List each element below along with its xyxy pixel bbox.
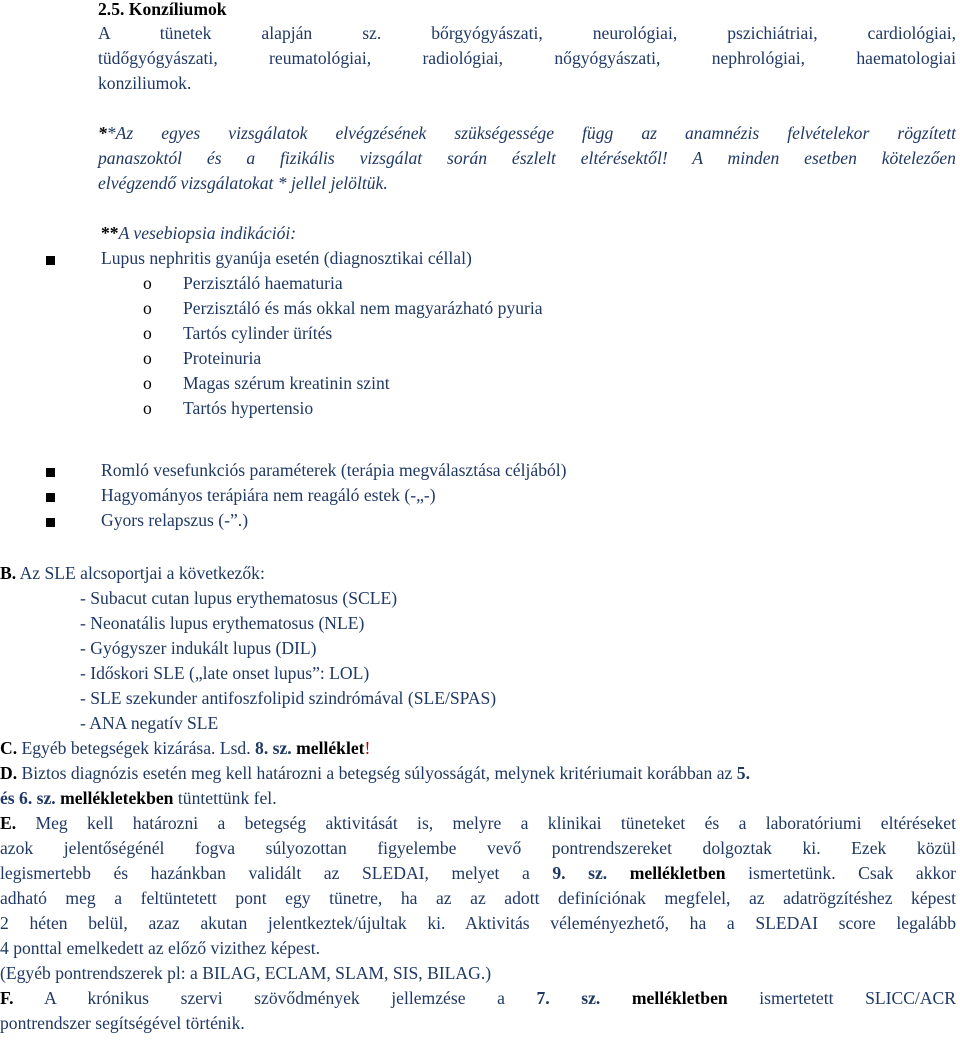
subtype-item: - Gyógyszer indukált lupus (DIL) [80, 638, 317, 658]
circle-bullet-icon: o [143, 298, 152, 318]
section-c-end: ! [364, 738, 371, 758]
biopsy-bullet-1: Lupus nephritis gyanúja esetén (diagnosztikai céllal) [101, 248, 472, 268]
section-c-text: Egyéb betegségek kizárása. Lsd. [21, 738, 251, 758]
section-heading: 2.5. Konzíliumok [98, 0, 227, 19]
section-c-num: 8. sz. [255, 738, 292, 758]
section-e-line-1-text: Meg kell határozni a betegség aktivitását is, melyre a klinikai tüneteket és a laboratóriumi eltéréseket [35, 813, 956, 833]
biopsy-bullet: Romló vesefunkciós paraméterek (terápia megválasztása céljából) [101, 460, 567, 480]
biopsy-bullet: Gyors relapszus (-”.) [101, 510, 249, 530]
section-f-line-1-num: 7. sz. [536, 988, 601, 1008]
section-d-line-2-num: és 6. sz. [0, 788, 56, 808]
section-e-line-3-num: 9. sz. [552, 863, 608, 883]
section-d-line-1-num: 5. [736, 763, 750, 783]
section-f-letter: F. [0, 988, 14, 1008]
subtype-item: - Időskori SLE („late onset lupus”: LOL) [80, 663, 370, 683]
circle-bullet-icon: o [143, 348, 152, 368]
section-f-line-2: pontrendszer segítségével történik. [0, 1013, 245, 1033]
section-b-title-text: Az SLE alcsoportjai a következők: [19, 563, 265, 583]
section-f-line-1-ref: mellékletben [631, 988, 728, 1008]
section-e-letter: E. [0, 813, 17, 833]
subtype-item: - ANA negatív SLE [80, 713, 219, 733]
section-e-line-1 [0, 811, 956, 836]
section-d-line-2-ref: mellékletekben [60, 788, 174, 808]
section-c-ref: melléklet [296, 738, 365, 758]
section-f-line-1-a: A krónikus szervi szövődmények jellemzése a [44, 988, 505, 1008]
square-bullet-icon [46, 256, 55, 265]
section-d-line-2-rest: tüntettünk fel. [177, 788, 277, 808]
section-d-letter: D. [0, 763, 18, 783]
section-e-line-3 [0, 861, 956, 886]
circle-bullet-icon: o [143, 273, 152, 293]
section-e-line-3-ref: mellékletben [629, 863, 726, 883]
sub-item: Magas szérum kreatinin szint [183, 373, 390, 393]
section-d-line-2 [0, 786, 277, 811]
biopsy-heading-text: A vesebiopsia indikációi: [118, 223, 297, 243]
note-line-1-text: *Az egyes vizsgálatok elvégzésének szükségessége függ az anamnézis felvételekor rögzített [106, 123, 956, 143]
intro-line-1-prefix: A tünetek alapján sz. [98, 23, 382, 43]
section-e-line-6: 4 ponttal emelkedett az előző vizithez képest. [0, 938, 320, 958]
note-line-2-rest: A minden esetben kötelezően [692, 148, 956, 168]
intro-line-2: tüdőgyógyászati, reumatológiai, radiológiai, nőgyógyászati, nephrológiai, haematologiai [98, 48, 956, 68]
note-line-2 [98, 146, 956, 171]
section-e-line-5: 2 héten belül, azaz akutan jelentkeztek/újultak ki. Aktivitás véleményezhető, ha a SLEDAI score legalább [0, 913, 956, 933]
section-f-line-1-b: ismertetett SLICC/ACR [759, 988, 957, 1008]
square-bullet-icon [46, 518, 55, 527]
section-c [0, 736, 370, 761]
circle-bullet-icon: o [143, 398, 152, 418]
note-line-2-text: panaszoktól és a fizikális vizsgálat során észlelt eltérésektől! [98, 148, 668, 168]
note-line-1: **Az egyes vizsgálatok elvégzésének szükségessége függ az anamnézis felvételekor rögzített [98, 123, 956, 143]
sub-item: Perzisztáló haematuria [183, 273, 343, 293]
section-b-title [0, 561, 265, 586]
subtype-item: - SLE szekunder antifoszfolipid szindrómával (SLE/SPAS) [80, 688, 497, 708]
section-d-line-1-text: Biztos diagnózis esetén meg kell határozni a betegség súlyosságát, melynek kritériumait korábban az [21, 763, 733, 783]
square-bullet-icon [46, 493, 55, 502]
circle-bullet-icon: o [143, 323, 152, 343]
section-d-line-1 [0, 761, 750, 786]
note-line-3: elvégzendő vizsgálatokat * jellel jelöltük. [98, 173, 388, 193]
sub-item: Proteinuria [183, 348, 262, 368]
section-e-line-3-b: ismertetünk. Csak akkor [748, 863, 956, 883]
sub-item: Tartós cylinder ürítés [183, 323, 333, 343]
square-bullet-icon [46, 468, 55, 477]
section-e-line-3-a: legismertebb és hazánkban validált az SLEDAI, melyet a [0, 863, 530, 883]
section-b-letter: B. [0, 563, 17, 583]
section-f-line-1 [0, 986, 956, 1011]
biopsy-bullet: Hagyományos terápiára nem reagáló estek (-„-) [101, 485, 436, 505]
section-e-line-7: (Egyéb pontrendszerek pl: a BILAG, ECLAM, SLAM, SIS, BILAG.) [0, 963, 492, 983]
biopsy-heading [101, 221, 296, 246]
section-e-line-2: azok jelentőségénél fogva súlyozottan figyelembe vevő pontrendszereket dolgoztak ki. Ezek közül [0, 838, 956, 858]
subtype-item: - Neonatális lupus erythematosus (NLE) [80, 613, 365, 633]
intro-line-1 [98, 21, 956, 46]
section-e-line-4: adható meg a feltüntetett pont egy tünetre, ha az az adott definíciónak megfelel, az adatrögzítéshez képest [0, 888, 956, 908]
sub-item: Perzisztáló és más okkal nem magyarázható pyuria [183, 298, 543, 318]
sub-item: Tartós hypertensio [183, 398, 314, 418]
circle-bullet-icon: o [143, 373, 152, 393]
intro-line-1-rest: bőrgyógyászati, neurológiai, pszichiátriai, cardiológiai, [431, 23, 956, 43]
section-c-letter: C. [0, 738, 18, 758]
subtype-item: - Subacut cutan lupus erythematosus (SCLE) [80, 588, 398, 608]
intro-line-3: konziliumok. [98, 73, 192, 93]
biopsy-heading-stars: ** [101, 223, 119, 243]
